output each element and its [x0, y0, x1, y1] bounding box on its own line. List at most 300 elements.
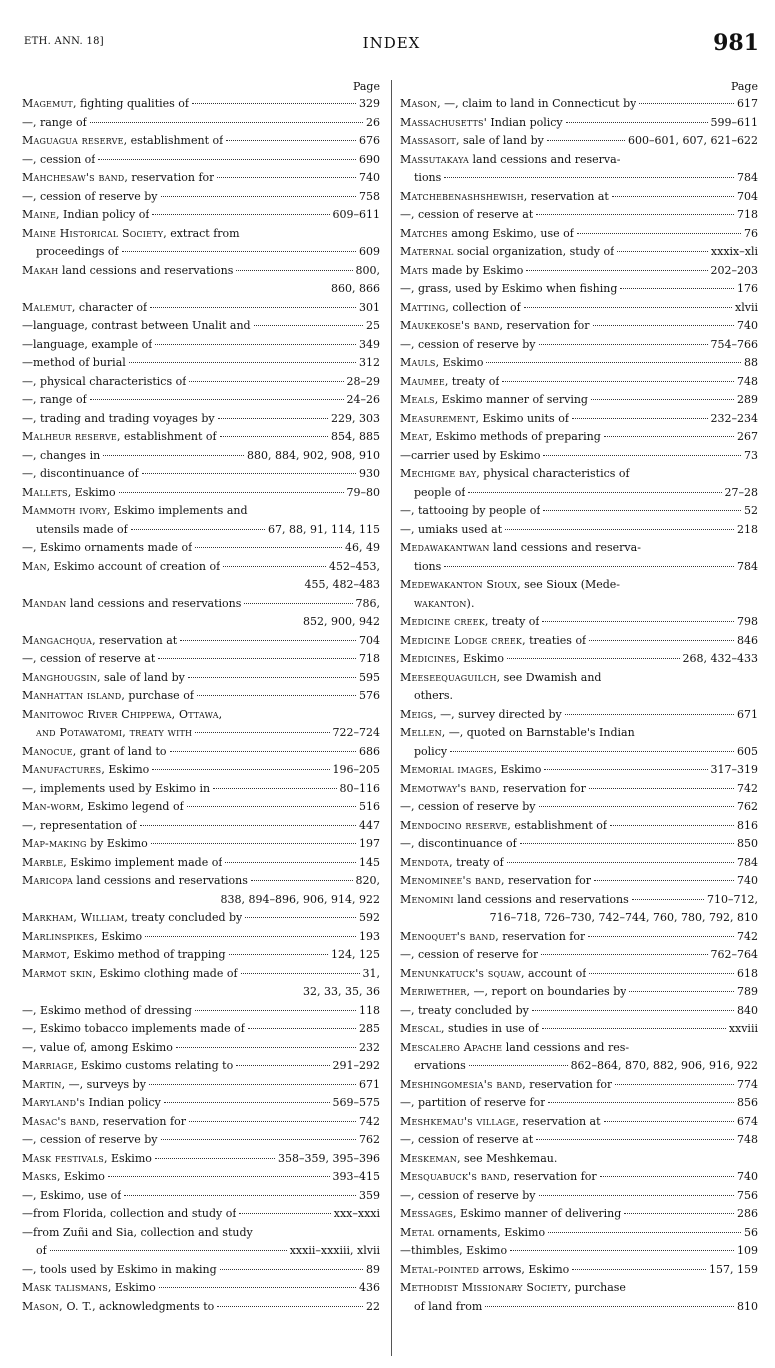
page-ref: 784	[737, 855, 758, 869]
entry-text	[22, 502, 248, 521]
dot-leader	[241, 973, 360, 974]
dot-leader	[620, 288, 734, 289]
entry-text	[400, 114, 563, 133]
entry-heading: Meeseequaguilch	[400, 670, 497, 684]
entry-line	[400, 428, 758, 447]
entry-line	[22, 1279, 380, 1298]
page-ref: 722–724	[332, 726, 380, 739]
entry-heading: Marlinspikes	[22, 929, 95, 943]
dot-leader	[617, 251, 708, 252]
dot-leader	[541, 954, 707, 955]
page-ref: 762	[737, 800, 758, 813]
entry-line	[22, 95, 380, 114]
entry-text	[22, 539, 192, 558]
index-entry	[22, 465, 380, 484]
entry-text	[22, 95, 189, 114]
entry-line	[400, 1187, 758, 1206]
entry-heading: Maine Historical Society	[22, 226, 164, 240]
page-ref: 690	[359, 152, 380, 166]
entry-text	[400, 262, 523, 281]
entry-line	[400, 1094, 758, 1113]
entry-continuation	[400, 595, 758, 614]
index-entry	[400, 280, 758, 299]
index-entry	[22, 1150, 380, 1169]
index-entry	[400, 206, 758, 225]
entry-subtext: , account of	[521, 966, 587, 980]
page-ref: 599–611	[710, 115, 758, 129]
entry-subtext: —, Eskimo method of dressing	[22, 1003, 192, 1017]
index-entry	[22, 1039, 380, 1058]
entry-line	[400, 1131, 758, 1150]
entry-subtext: , purchase of	[121, 689, 194, 702]
dot-leader	[594, 880, 734, 881]
entry-subtext: , reservation for	[495, 781, 586, 795]
entry-text	[22, 169, 214, 188]
entry-line	[400, 354, 758, 373]
page-ref: 358–359, 395–396	[278, 1151, 380, 1165]
entry-subtext: social organization, study of	[453, 245, 615, 258]
page-ref: 671	[359, 1077, 380, 1091]
entry-line	[22, 1113, 380, 1132]
page-title: INDEX	[362, 34, 421, 52]
entry-heading: Man	[22, 559, 47, 573]
entry-line	[400, 447, 758, 466]
entry-line	[400, 891, 758, 910]
entry-text	[22, 1094, 161, 1113]
page-ref: 784	[737, 171, 758, 184]
entry-line	[400, 1168, 758, 1187]
entry-subtext: , fighting qualities of	[72, 97, 189, 110]
continuation-text: others.	[414, 689, 454, 702]
entry-text	[22, 1076, 146, 1095]
page-ref: 312	[359, 356, 380, 369]
dot-leader	[612, 196, 734, 197]
entry-text	[400, 502, 540, 521]
entry-line	[22, 132, 380, 151]
entry-subtext: , reservation at	[92, 633, 178, 647]
entry-text	[400, 1094, 545, 1113]
entry-continuation	[22, 1242, 380, 1261]
page-ref: 229, 303	[331, 411, 380, 425]
entry-subtext: , reservation at	[515, 1114, 601, 1128]
entry-text	[22, 114, 87, 133]
dot-leader	[524, 307, 732, 308]
entry-subtext: , establishment of	[507, 818, 607, 832]
dot-leader	[108, 1176, 330, 1177]
entry-heading: Massachusetts'	[400, 115, 487, 129]
entry-line	[22, 299, 380, 318]
entry-text	[400, 132, 544, 151]
entry-text	[400, 317, 590, 336]
index-entry	[400, 872, 758, 891]
page-ref: 393–415	[332, 1170, 380, 1183]
entry-text	[400, 206, 533, 225]
index-entry	[22, 965, 380, 1002]
entry-heading: Medawakantwan	[400, 541, 490, 554]
entry-text	[22, 780, 210, 799]
page-ref-continuation: 716–718, 726–730, 742–744, 760, 780, 792, 810	[489, 911, 758, 924]
entry-line	[400, 1205, 758, 1224]
entry-continuation	[22, 521, 380, 540]
entry-text	[400, 669, 601, 688]
entry-text	[22, 743, 167, 762]
entry-text	[22, 447, 100, 466]
entry-line	[400, 965, 758, 984]
entry-heading: Meals	[400, 393, 435, 406]
index-entry	[400, 1261, 758, 1280]
entry-heading: Mangachqua	[22, 633, 93, 647]
page-ref: 436	[359, 1281, 380, 1294]
index-entry	[22, 1113, 380, 1132]
entry-subtext: —, discontinuance of	[22, 467, 139, 480]
page-ref: 800,	[355, 263, 380, 277]
index-entry	[22, 373, 380, 392]
index-entry	[22, 1224, 380, 1261]
dot-leader	[507, 658, 680, 659]
entry-line	[22, 114, 380, 133]
continuation-text: people of	[414, 485, 466, 499]
dot-leader	[245, 917, 356, 918]
index-entry	[400, 817, 758, 836]
page-ref: 145	[359, 855, 380, 869]
entry-subtext: , see Meshkemau.	[456, 1151, 558, 1165]
entry-text	[22, 1002, 192, 1021]
entry-line	[22, 706, 380, 725]
index-entry	[22, 299, 380, 318]
dot-leader	[502, 381, 734, 382]
entry-subtext: , treaty of	[449, 855, 504, 869]
entry-line	[22, 206, 380, 225]
index-entry	[400, 354, 758, 373]
entry-subtext: , treaties of	[522, 633, 587, 647]
dot-leader	[547, 140, 625, 141]
index-entry	[22, 706, 380, 743]
continuation-text: policy	[414, 744, 448, 758]
entry-text	[22, 484, 116, 503]
dot-leader	[532, 1010, 734, 1011]
dot-leader	[195, 547, 342, 548]
entry-line	[22, 1261, 380, 1280]
entry-heading: Magemut	[22, 97, 73, 110]
entry-subtext: land cessions and reservations	[453, 892, 629, 906]
index-entry	[22, 1298, 380, 1317]
index-entry	[22, 484, 380, 503]
entry-line	[22, 502, 380, 521]
page-ref: 756	[737, 1188, 758, 1202]
entry-text	[22, 336, 152, 355]
entry-heading: Massutakaya	[400, 152, 470, 166]
entry-subtext: , Eskimo legend of	[80, 800, 184, 813]
dot-leader	[536, 214, 734, 215]
entry-heading: Marmot	[22, 948, 67, 961]
entry-text	[400, 724, 635, 743]
index-entry	[22, 502, 380, 539]
entry-line	[400, 465, 758, 484]
dot-leader	[131, 529, 265, 530]
index-entry	[22, 1261, 380, 1280]
entry-heading: Metal	[400, 1225, 435, 1239]
page-ref: 740	[737, 874, 758, 887]
entry-text	[400, 613, 539, 632]
index-entry	[400, 669, 758, 706]
entry-subtext: —, Eskimo ornaments made of	[22, 541, 193, 554]
entry-text	[22, 909, 242, 928]
entry-text	[400, 928, 585, 947]
dot-leader	[604, 436, 734, 437]
entry-subtext: , collection of	[445, 300, 521, 314]
index-entry	[22, 114, 380, 133]
entry-subtext: , character of	[71, 300, 148, 314]
page-ref: 124, 125	[331, 948, 380, 961]
entry-heading: Methodist Missionary Society	[400, 1281, 568, 1294]
entry-heading: Menominee's band	[400, 874, 501, 887]
entry-line	[400, 114, 758, 133]
entry-subtext: , purchase	[567, 1281, 626, 1294]
entry-subtext: land cessions and reservations	[58, 263, 234, 277]
index-entry	[400, 891, 758, 928]
entry-line	[400, 706, 758, 725]
index-entry	[22, 632, 380, 651]
entry-subtext: arrows, Eskimo	[479, 1262, 570, 1276]
page-ref: 742	[359, 1114, 380, 1128]
journal-reference: ETH. ANN. 18]	[24, 36, 105, 47]
entry-text	[400, 299, 521, 318]
entry-line	[400, 1242, 758, 1261]
index-entry	[400, 706, 758, 725]
dot-leader	[600, 1176, 734, 1177]
index-entry	[22, 1094, 380, 1113]
page-ref: 89	[366, 1262, 380, 1276]
entry-subtext: —, grass, used by Eskimo when fishing	[400, 282, 618, 295]
index-entry	[400, 835, 758, 854]
page-ref: 73	[744, 448, 758, 462]
index-entry	[400, 188, 758, 207]
entry-line	[400, 1076, 758, 1095]
page-column-label: Page	[730, 80, 758, 93]
dot-leader	[548, 1102, 734, 1103]
entry-text	[400, 650, 504, 669]
dot-leader	[589, 788, 734, 789]
entry-line	[400, 502, 758, 521]
entry-line	[22, 169, 380, 188]
entry-subtext: land cessions and reserva-	[489, 541, 641, 554]
page-ref: 718	[359, 652, 380, 665]
dot-leader	[226, 140, 356, 141]
dot-leader	[176, 1047, 356, 1048]
entry-heading: Mendota	[400, 855, 450, 869]
entry-subtext: , treaty of	[444, 374, 500, 388]
page-ref: 816	[737, 818, 758, 832]
index-entry	[400, 151, 758, 188]
entry-heading: Matches	[400, 226, 448, 240]
entry-subtext: —, tattooing by people of	[400, 504, 541, 517]
page-ref: 80–116	[339, 781, 380, 795]
index-entry	[400, 946, 758, 965]
entry-subtext: , reservation for	[506, 1170, 597, 1183]
page-ref: 26	[366, 115, 380, 129]
page-ref: 618	[737, 966, 758, 980]
page-ref: 617	[737, 97, 758, 110]
page-ref: 748	[737, 1133, 758, 1146]
entry-subtext: —language, example of	[22, 337, 153, 351]
entry-heading: Mask festivals	[22, 1151, 104, 1165]
entry-line	[22, 817, 380, 836]
entry-subtext: , treaty concluded by	[124, 911, 243, 924]
page-ref: 157, 159	[709, 1262, 758, 1276]
entry-subtext: —, cession of reserve by	[22, 1133, 158, 1146]
entry-text	[400, 706, 562, 725]
page-column-label: Page	[352, 80, 380, 93]
entry-subtext: , acknowledgments to	[92, 1299, 215, 1313]
entry-subtext: , see Dwamish and	[496, 670, 602, 684]
entry-text	[22, 761, 149, 780]
entry-subtext: —method of burial	[22, 356, 126, 369]
page-ref: 686	[359, 744, 380, 758]
entry-text	[400, 1002, 529, 1021]
entry-heading: Manghougsin	[22, 670, 97, 684]
page-ref: 197	[359, 837, 380, 850]
index-entry	[400, 798, 758, 817]
dot-leader	[539, 1195, 734, 1196]
page-ref: 676	[359, 134, 380, 147]
entry-line	[22, 946, 380, 965]
dot-leader	[536, 1139, 734, 1140]
index-entry	[400, 299, 758, 318]
page-ref: 605	[737, 744, 758, 758]
page-ref: 267	[737, 430, 758, 443]
continuation-text: utensils made of	[36, 522, 128, 536]
page-ref: 28–29	[346, 374, 380, 388]
index-entry	[22, 558, 380, 595]
entry-continuation	[22, 724, 380, 743]
index-entry	[22, 817, 380, 836]
index-entry	[400, 447, 758, 466]
entry-line	[400, 1002, 758, 1021]
entry-subtext: , —, claim to land in Connecticut by	[437, 97, 637, 110]
entry-heading: Mesquabuck's band	[400, 1170, 507, 1183]
dot-leader	[254, 325, 363, 326]
entry-line	[22, 447, 380, 466]
entry-subtext: —, Eskimo, use of	[22, 1188, 122, 1202]
entry-subtext: —, physical characteristics of	[22, 374, 187, 388]
entry-text	[22, 1279, 156, 1298]
dot-leader	[122, 251, 356, 252]
entry-text	[400, 336, 536, 355]
page-ref: 24–26	[346, 393, 380, 406]
dot-leader	[526, 270, 707, 271]
entry-subtext: —, cession of reserve at	[22, 652, 156, 665]
entry-heading: Martin	[22, 1077, 62, 1091]
entry-text	[400, 761, 541, 780]
page-ref: 291–292	[332, 1059, 380, 1072]
entry-line	[400, 669, 758, 688]
entry-heading: Mendocino reserve	[400, 818, 508, 832]
page-ref: 569–575	[332, 1096, 380, 1109]
entry-subtext: , studies in use of	[441, 1022, 539, 1035]
page-ref: 740	[359, 171, 380, 184]
index-column-left	[22, 78, 380, 1316]
entry-line	[400, 780, 758, 799]
entry-line	[400, 95, 758, 114]
page-ref: 762–764	[710, 948, 758, 961]
dot-leader	[251, 880, 353, 881]
entry-subtext: —, cession of reserve by	[400, 337, 536, 351]
entry-heading: Menomini	[400, 892, 454, 906]
continuation-text: ervations	[414, 1059, 466, 1072]
page-ref: 232–234	[710, 411, 758, 425]
entry-line	[400, 317, 758, 336]
index-entry	[400, 724, 758, 761]
dot-leader	[450, 751, 734, 752]
entry-text	[22, 428, 217, 447]
index-entry	[400, 521, 758, 540]
page-ref: 595	[359, 670, 380, 684]
entry-text	[400, 391, 588, 410]
page-ref: 786,	[355, 596, 380, 610]
entry-line	[400, 132, 758, 151]
dot-leader	[218, 418, 328, 419]
page-ref: 856	[737, 1096, 758, 1109]
index-entry	[22, 1002, 380, 1021]
page-ref: 740	[737, 1170, 758, 1183]
entry-text	[22, 928, 142, 947]
entry-line	[400, 206, 758, 225]
entry-heading: Mammoth ivory	[22, 504, 107, 517]
entry-subtext: , —, survey directed by	[433, 707, 562, 721]
dot-leader	[543, 455, 741, 456]
entry-subtext: , Eskimo implement made of	[63, 855, 223, 869]
entry-text	[22, 151, 95, 170]
entry-subtext: , Eskimo units of	[475, 411, 569, 425]
entry-line	[400, 1279, 758, 1298]
entry-text	[400, 1279, 626, 1298]
entry-line	[22, 965, 380, 984]
index-entry	[22, 262, 380, 299]
entry-text	[400, 1150, 557, 1169]
entry-text	[400, 946, 538, 965]
entry-line	[22, 1002, 380, 1021]
dot-leader	[90, 399, 344, 400]
entry-continuation	[400, 743, 758, 762]
entry-subtext: , Eskimo	[94, 929, 143, 943]
entry-heading: Maguagua reserve	[22, 134, 124, 147]
entry-line	[22, 1150, 380, 1169]
entry-subtext: —, umiaks used at	[400, 522, 503, 536]
entry-text	[22, 1187, 121, 1206]
dot-leader	[548, 1232, 741, 1233]
index-entry	[400, 1224, 758, 1243]
entry-text	[22, 558, 220, 577]
page-ref: 268, 432–433	[682, 652, 758, 665]
entry-line	[400, 336, 758, 355]
page-ref: 854, 885	[331, 430, 380, 443]
index-entry	[22, 872, 380, 909]
dot-leader	[610, 825, 734, 826]
entry-heading: Map-making	[22, 837, 87, 850]
entry-line	[22, 373, 380, 392]
index-entry	[400, 613, 758, 632]
index-entry	[400, 243, 758, 262]
page-ref: 76	[744, 226, 758, 240]
page-ref: 748	[737, 374, 758, 388]
dot-leader	[103, 455, 244, 456]
dot-leader	[90, 122, 363, 123]
dot-leader	[161, 196, 356, 197]
entry-subtext: —, tools used by Eskimo in making	[22, 1262, 217, 1276]
dot-leader	[213, 788, 336, 789]
entry-subtext: , —, surveys by	[61, 1077, 146, 1091]
page-ref: xxviii	[728, 1022, 758, 1035]
